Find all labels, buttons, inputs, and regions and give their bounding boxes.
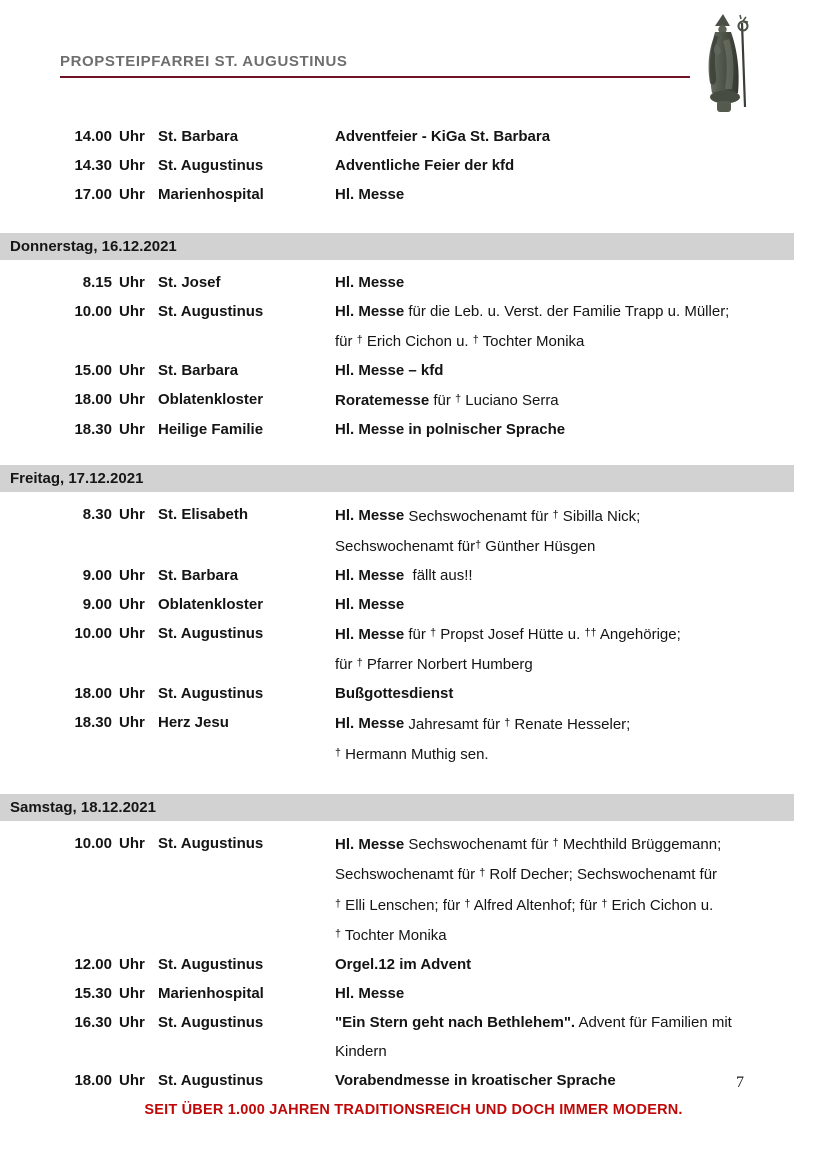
schedule-row [0, 561, 827, 590]
description-cell [335, 708, 827, 738]
time-unit: Uhr [119, 128, 145, 145]
description-text: † Elli Lenschen; für † Alfred Altenhof; für † Erich Cichon u. [335, 896, 714, 914]
description-cell [335, 889, 827, 919]
time-unit: Uhr [119, 984, 145, 1002]
description-text: Sechswochenamt für † Mechthild Brüggemann; [408, 836, 722, 854]
time-unit [112, 326, 158, 356]
dagger-glyph: † [356, 334, 363, 346]
dagger-glyph: † [479, 867, 486, 880]
location-cell: Herz Jesu [158, 714, 229, 732]
time-cell: 10.00 [74, 303, 112, 320]
dagger-glyph: † [472, 334, 479, 346]
time-cell [0, 326, 112, 356]
time-unit [112, 920, 158, 950]
schedule-row [0, 1037, 827, 1066]
location-cell [158, 649, 335, 679]
location-cell: Heilige Familie [158, 421, 264, 439]
time-unit: Uhr [119, 506, 145, 524]
description-cell [335, 979, 827, 1008]
description-bold: Adventfeier - KiGa St. Barbara [335, 128, 551, 145]
description-cell [335, 590, 827, 619]
dagger-glyph: † [552, 836, 559, 849]
dagger-glyph: † [335, 897, 342, 910]
location-cell [158, 889, 335, 919]
time-cell: 14.30 [74, 157, 112, 174]
description-text: für † Pfarrer Norbert Humberg [335, 656, 533, 674]
time-unit [112, 1037, 158, 1066]
time-unit: Uhr [119, 391, 145, 409]
time-unit: Uhr [119, 362, 145, 380]
location-cell: St. Barbara [158, 566, 239, 584]
dagger-glyph: † [475, 538, 482, 551]
time-cell [0, 889, 112, 919]
time-unit: Uhr [119, 834, 145, 852]
time-cell [0, 531, 112, 561]
description-cell [335, 829, 827, 859]
schedule-row [0, 268, 827, 297]
description-text: Kindern [335, 1042, 387, 1060]
time-unit [112, 649, 158, 679]
dagger-glyph: † [601, 897, 608, 910]
time-unit: Uhr [119, 274, 145, 291]
schedule-row [0, 500, 827, 530]
description-cell [335, 500, 827, 530]
location-cell [158, 739, 335, 769]
description-bold: Hl. Messe [335, 595, 405, 613]
time-cell [0, 739, 112, 769]
schedule-row [0, 1008, 827, 1037]
schedule-row [0, 326, 827, 356]
day-section [0, 465, 827, 768]
day-header: Donnerstag, 16.12.2021 [0, 233, 794, 260]
description-bold: Hl. Messe [335, 274, 405, 291]
time-unit: Uhr [119, 157, 145, 174]
description-bold: Vorabendmesse in kroatischer Sprache [335, 1071, 616, 1089]
description-cell [335, 297, 827, 326]
description-text: † Hermann Muthig sen. [335, 745, 489, 763]
time-cell: 15.30 [74, 984, 112, 1002]
schedule-row [0, 151, 827, 180]
time-unit: Uhr [119, 303, 145, 320]
description-bold: Hl. Messe – kfd [335, 362, 444, 380]
time-cell: 18.00 [74, 685, 112, 703]
time-cell: 18.30 [74, 421, 112, 439]
description-cell [335, 950, 827, 979]
dagger-glyph: † [335, 927, 342, 940]
description-bold: Hl. Messe [335, 626, 405, 644]
schedule-row [0, 889, 827, 919]
location-cell: Marienhospital [158, 186, 264, 203]
description-text: für † Propst Josef Hütte u. †† Angehörige; [408, 626, 681, 644]
augustinus-statue-icon [701, 13, 759, 115]
time-cell: 12.00 [74, 955, 112, 973]
description-cell [335, 1066, 827, 1095]
description-bold: Hl. Messe [335, 186, 405, 203]
schedule-row [0, 122, 827, 151]
page-footer [0, 1101, 827, 1119]
dagger-glyph: † [464, 897, 471, 910]
location-cell: Marienhospital [158, 984, 264, 1002]
time-unit [112, 889, 158, 919]
time-unit [112, 739, 158, 769]
description-cell [335, 679, 827, 708]
time-cell: 10.00 [74, 834, 112, 852]
location-cell: St. Augustinus [158, 157, 264, 174]
time-unit: Uhr [119, 421, 145, 439]
day-header: Samstag, 18.12.2021 [0, 794, 794, 821]
dagger-glyph: † [590, 626, 597, 639]
description-bold: Hl. Messe [335, 715, 405, 733]
schedule-row [0, 1066, 827, 1095]
location-cell [158, 859, 335, 889]
time-cell [0, 1037, 112, 1066]
description-cell [335, 649, 827, 679]
time-unit: Uhr [119, 566, 145, 584]
description-text: Advent für Familien mit [578, 1013, 732, 1031]
description-bold: Adventliche Feier der kfd [335, 157, 515, 174]
description-text: fällt aus!! [408, 566, 473, 584]
time-unit [112, 859, 158, 889]
header-rule [60, 53, 690, 78]
schedule-row [0, 649, 827, 679]
description-text: Jahresamt für † Renate Hesseler; [408, 715, 631, 733]
description-text: für † Luciano Serra [433, 392, 559, 410]
location-cell: St. Augustinus [158, 624, 264, 642]
page-title: PROPSTEIPFARREI ST. AUGUSTINUS [60, 53, 348, 70]
time-unit: Uhr [119, 955, 145, 973]
schedule-row [0, 180, 827, 209]
schedule-row [0, 356, 827, 385]
description-cell [335, 1008, 827, 1037]
description-text: für † Erich Cichon u. † Tochter Monika [335, 333, 585, 351]
description-text: † Tochter Monika [335, 926, 447, 944]
description-cell [335, 920, 827, 950]
schedule-row [0, 385, 827, 415]
schedule-row [0, 739, 827, 769]
description-bold: Hl. Messe [335, 507, 405, 525]
time-cell: 18.30 [74, 714, 112, 732]
schedule-row [0, 979, 827, 1008]
time-cell: 8.15 [82, 274, 112, 291]
description-cell [335, 356, 827, 385]
time-cell: 16.30 [74, 1013, 112, 1031]
location-cell: St. Augustinus [158, 685, 264, 703]
description-cell [335, 561, 827, 590]
day-section [0, 794, 827, 1095]
time-cell: 14.00 [74, 128, 112, 145]
time-cell: 10.00 [74, 624, 112, 642]
time-cell: 18.00 [74, 391, 112, 409]
description-bold: "Ein Stern geht nach Bethlehem". [335, 1013, 576, 1031]
time-cell: 18.00 [74, 1071, 112, 1089]
location-cell: St. Augustinus [158, 303, 264, 320]
time-unit: Uhr [119, 714, 145, 732]
description-bold: Orgel.12 im Advent [335, 955, 472, 973]
location-cell: St. Augustinus [158, 1013, 264, 1031]
description-cell [335, 268, 827, 297]
schedule-row [0, 920, 827, 950]
location-cell [158, 326, 335, 356]
description-cell [335, 385, 827, 415]
dagger-glyph: † [552, 508, 559, 521]
day-section [0, 122, 827, 209]
time-cell [0, 920, 112, 950]
time-cell: 9.00 [82, 566, 112, 584]
time-unit: Uhr [119, 1071, 145, 1089]
time-cell: 8.30 [82, 506, 112, 524]
time-unit: Uhr [119, 1013, 145, 1031]
schedule-row [0, 679, 827, 708]
time-cell [0, 649, 112, 679]
time-cell: 9.00 [82, 595, 112, 613]
page-header [0, 0, 827, 78]
location-cell: St. Augustinus [158, 834, 264, 852]
schedule-row [0, 415, 827, 444]
description-bold: Hl. Messe [335, 566, 405, 584]
time-unit: Uhr [119, 685, 145, 703]
location-cell: St. Barbara [158, 362, 239, 380]
footer-slogan: SEIT ÜBER 1.000 JAHREN TRADITIONSREICH UND DOCH IMMER MODERN. [144, 1101, 683, 1118]
description-text: für die Leb. u. Verst. der Familie Trapp u. Müller; [408, 303, 730, 320]
description-cell [335, 739, 827, 769]
description-cell [335, 531, 827, 561]
schedule-row [0, 708, 827, 738]
location-cell: St. Elisabeth [158, 506, 249, 524]
schedule-row [0, 590, 827, 619]
description-text: Sechswochenamt für† Günther Hüsgen [335, 537, 596, 555]
time-cell: 17.00 [74, 186, 112, 203]
schedule-row [0, 619, 827, 649]
dagger-glyph: † [584, 626, 591, 639]
description-cell [335, 415, 827, 444]
time-cell: 15.00 [74, 362, 112, 380]
dagger-glyph: † [356, 657, 363, 670]
description-text: Sechswochenamt für † Rolf Decher; Sechswochenamt für [335, 866, 718, 884]
schedule-row [0, 297, 827, 326]
dagger-glyph: † [335, 746, 342, 759]
description-bold: Hl. Messe [335, 303, 405, 320]
schedule [0, 122, 827, 1095]
dagger-glyph: † [455, 393, 462, 406]
location-cell: St. Augustinus [158, 955, 264, 973]
description-bold: Bußgottesdienst [335, 685, 454, 703]
schedule-row [0, 859, 827, 889]
schedule-row [0, 950, 827, 979]
dagger-glyph: † [504, 716, 511, 729]
location-cell [158, 1037, 335, 1066]
description-text: Sechswochenamt für † Sibilla Nick; [408, 507, 641, 525]
description-cell [335, 122, 827, 151]
time-unit [112, 531, 158, 561]
time-unit: Uhr [119, 595, 145, 613]
location-cell [158, 920, 335, 950]
location-cell: Oblatenkloster [158, 391, 264, 409]
location-cell: St. Barbara [158, 128, 239, 145]
description-cell [335, 859, 827, 889]
description-cell [335, 151, 827, 180]
location-cell: Oblatenkloster [158, 595, 264, 613]
description-cell [335, 1037, 827, 1066]
location-cell: St. Josef [158, 274, 221, 291]
description-bold: Hl. Messe [335, 836, 405, 854]
description-bold: Hl. Messe [335, 984, 405, 1002]
description-cell [335, 326, 827, 356]
location-cell: St. Augustinus [158, 1071, 264, 1089]
day-header: Freitag, 17.12.2021 [0, 465, 794, 492]
time-unit: Uhr [119, 624, 145, 642]
location-cell [158, 531, 335, 561]
schedule-row [0, 829, 827, 859]
time-cell [0, 859, 112, 889]
dagger-glyph: † [430, 626, 437, 639]
description-cell [335, 619, 827, 649]
time-unit: Uhr [119, 186, 145, 203]
description-bold: Hl. Messe in polnischer Sprache [335, 421, 566, 439]
description-cell [335, 180, 827, 209]
schedule-row [0, 531, 827, 561]
day-section [0, 233, 827, 444]
page-number: 7 [736, 1074, 744, 1091]
description-bold: Roratemesse [335, 392, 430, 410]
